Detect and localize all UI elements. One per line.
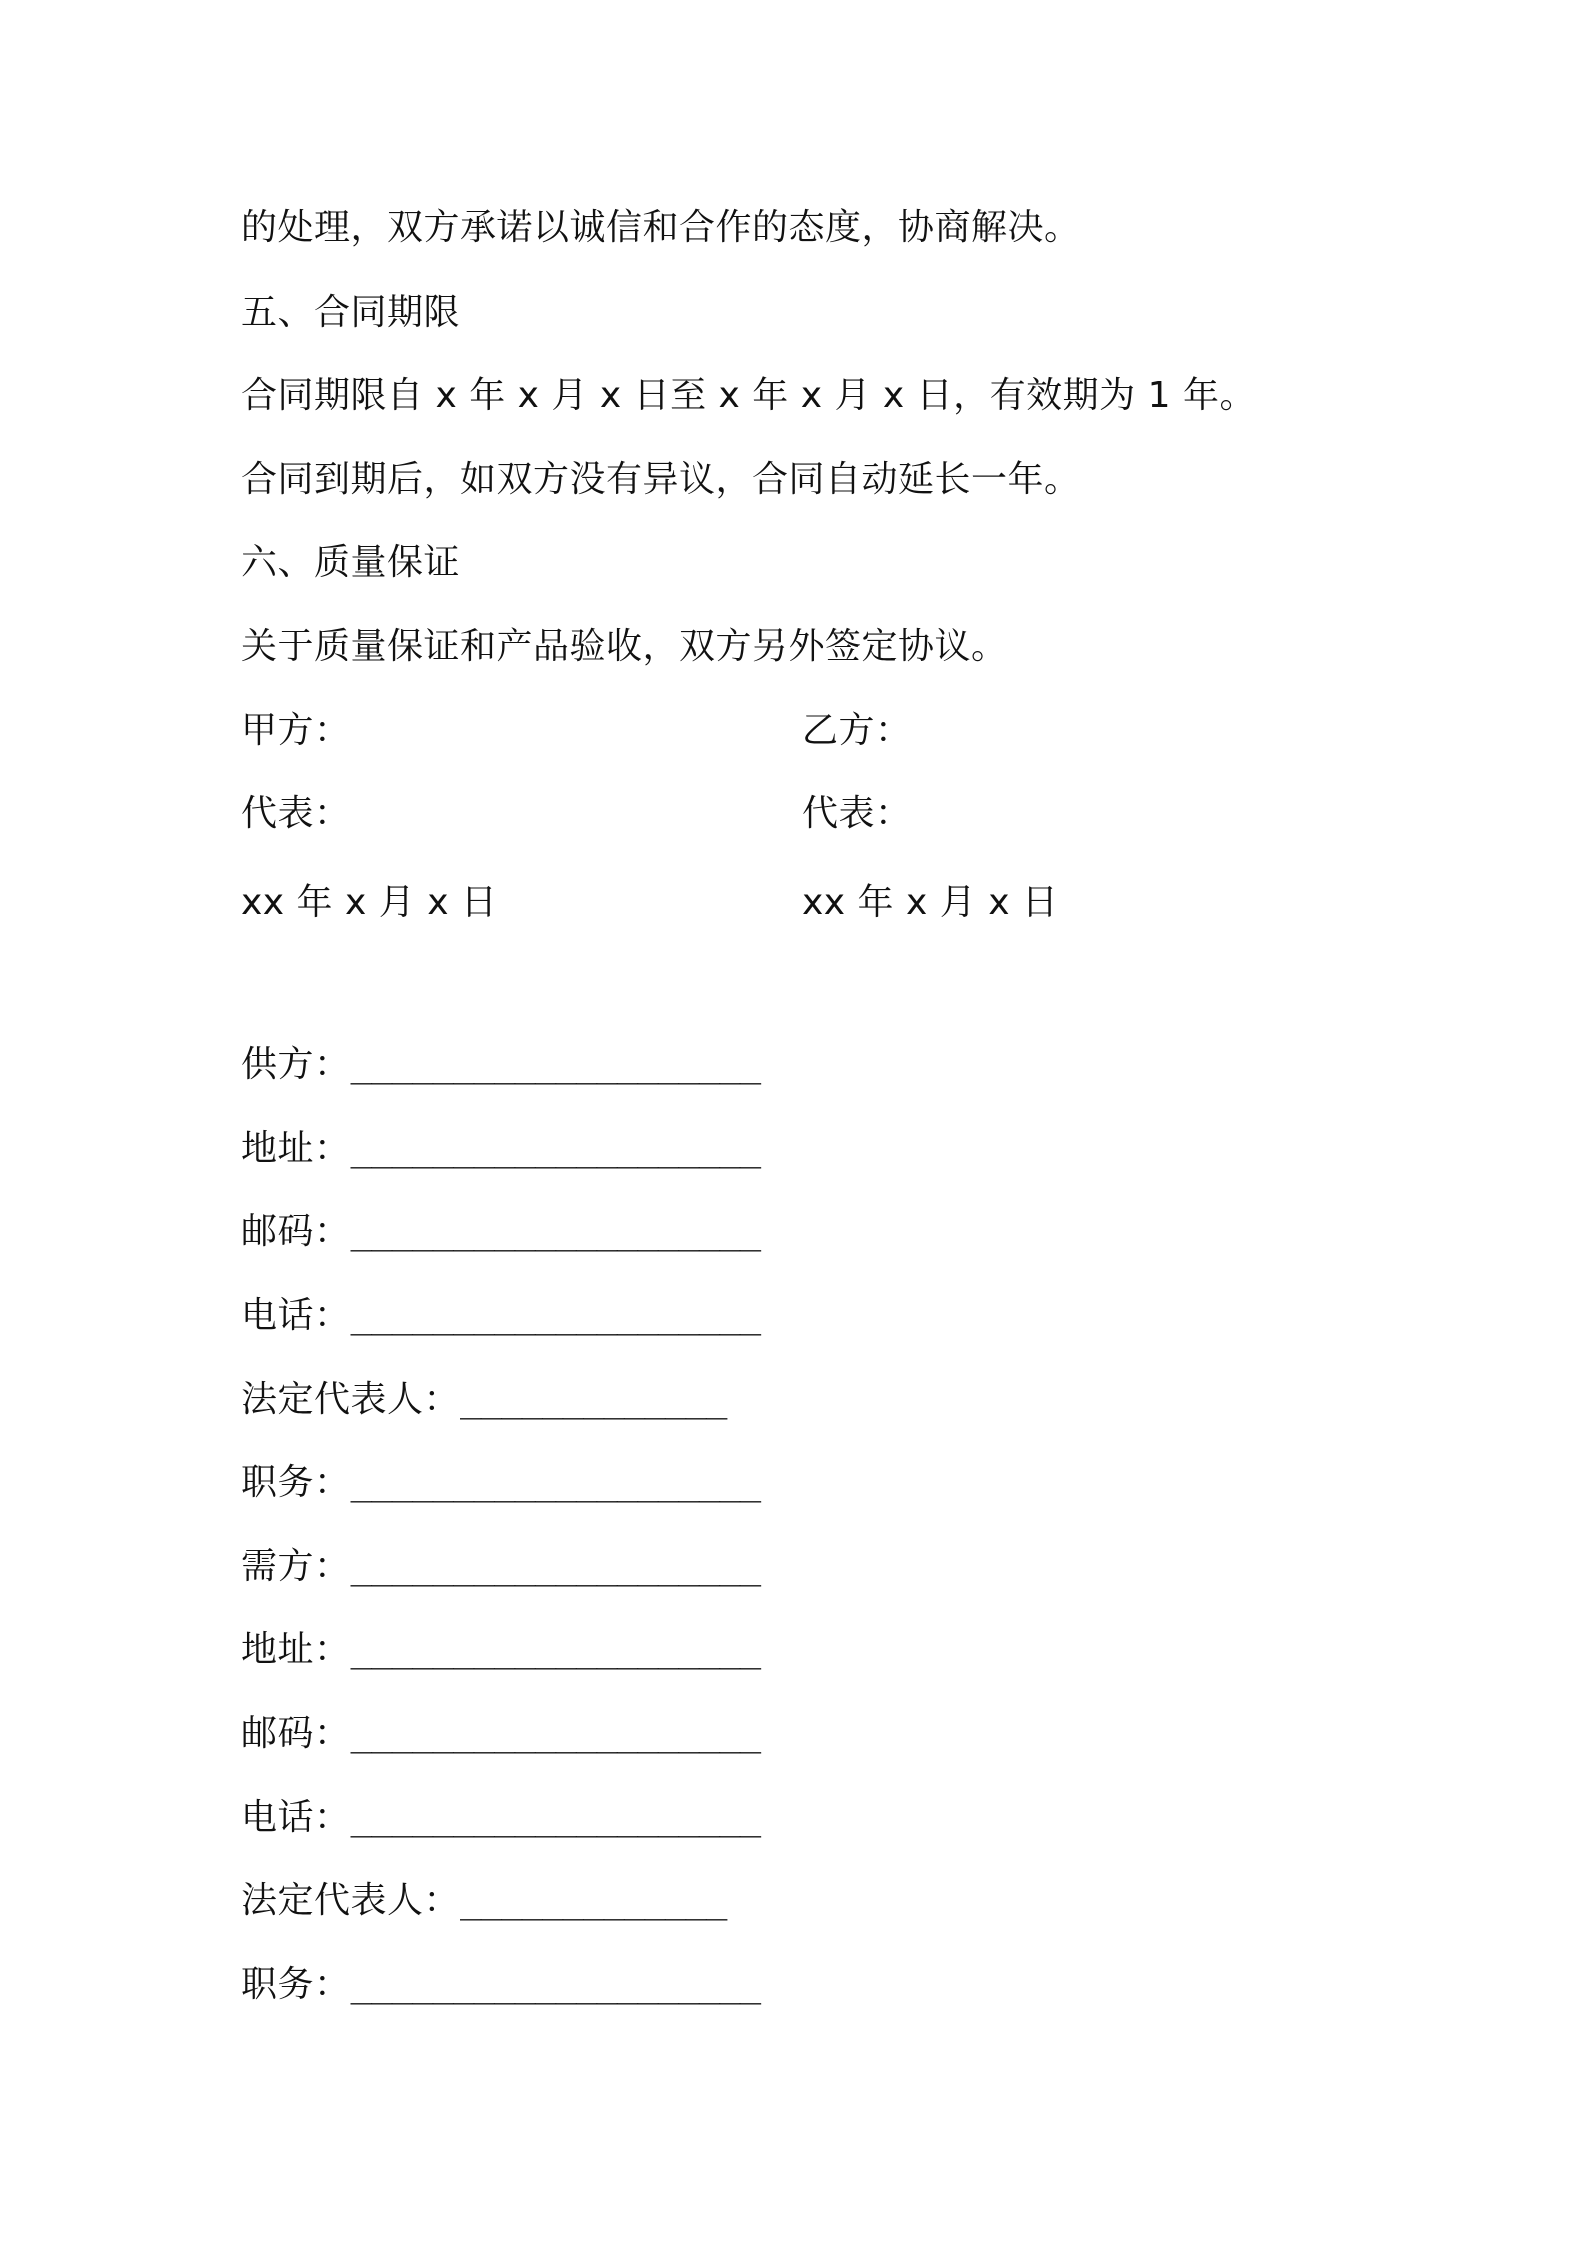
supplier-phone-row bbox=[241, 1292, 760, 1340]
buyer-legal-rep-row bbox=[241, 1877, 726, 1925]
buyer-postcode-label: 邮码： bbox=[241, 1713, 351, 1754]
section-heading-term: 五、合同期限 bbox=[241, 292, 461, 333]
buyer-postcode-blank: ____________________ bbox=[350, 1713, 760, 1754]
paragraph-term: 合同期限自 x 年 x 月 x 日至 x 年 x 月 x 日，有效期为 1 年。 bbox=[241, 375, 1256, 416]
party-b-label: 乙方： bbox=[802, 710, 912, 751]
supplier-legal-rep-blank: _____________ bbox=[460, 1379, 727, 1420]
supplier-position-blank: ____________________ bbox=[350, 1462, 760, 1503]
buyer-address-label: 地址： bbox=[241, 1629, 351, 1670]
buyer-address-row bbox=[241, 1626, 760, 1674]
paragraph-dispute-resolution: 的处理，双方承诺以诚信和合作的态度，协商解决。 bbox=[241, 207, 1081, 248]
paragraph-quality: 关于质量保证和产品验收，双方另外签定协议。 bbox=[241, 626, 1008, 667]
buyer-address-blank: ____________________ bbox=[350, 1629, 760, 1670]
supplier-postcode-row bbox=[241, 1208, 760, 1256]
buyer-name-blank: ____________________ bbox=[350, 1546, 760, 1587]
supplier-postcode-label: 邮码： bbox=[241, 1211, 351, 1252]
buyer-name-label: 需方： bbox=[241, 1546, 351, 1587]
supplier-name-label: 供方： bbox=[241, 1044, 351, 1085]
supplier-phone-blank: ____________________ bbox=[350, 1295, 760, 1336]
buyer-position-blank: ____________________ bbox=[350, 1964, 760, 2005]
paragraph-auto-renewal: 合同到期后，如双方没有异议，合同自动延长一年。 bbox=[241, 459, 1081, 500]
party-b-rep-label: 代表： bbox=[802, 793, 912, 834]
supplier-name-blank: ____________________ bbox=[350, 1044, 760, 1085]
party-a-date: xx 年 x 月 x 日 bbox=[241, 882, 498, 923]
supplier-position-label: 职务： bbox=[241, 1462, 351, 1503]
supplier-postcode-blank: ____________________ bbox=[350, 1211, 760, 1252]
supplier-legal-rep-label: 法定代表人： bbox=[241, 1379, 461, 1420]
party-b-date: xx 年 x 月 x 日 bbox=[802, 882, 1059, 923]
buyer-legal-rep-blank: _____________ bbox=[460, 1880, 727, 1921]
buyer-phone-blank: ____________________ bbox=[350, 1797, 760, 1838]
supplier-position-row bbox=[241, 1459, 760, 1507]
buyer-legal-rep-label: 法定代表人： bbox=[241, 1880, 461, 1921]
section-heading-quality: 六、质量保证 bbox=[241, 542, 461, 583]
supplier-address-label: 地址： bbox=[241, 1128, 351, 1169]
buyer-position-row bbox=[241, 1961, 760, 2009]
supplier-name-row bbox=[241, 1041, 760, 1089]
supplier-address-blank: ____________________ bbox=[350, 1128, 760, 1169]
party-a-label: 甲方： bbox=[241, 710, 351, 751]
buyer-name-row bbox=[241, 1543, 760, 1591]
supplier-legal-rep-row bbox=[241, 1376, 726, 1424]
buyer-postcode-row bbox=[241, 1710, 760, 1758]
party-a-rep-label: 代表： bbox=[241, 793, 351, 834]
supplier-phone-label: 电话： bbox=[241, 1295, 351, 1336]
buyer-phone-label: 电话： bbox=[241, 1797, 351, 1838]
supplier-address-row bbox=[241, 1125, 760, 1173]
buyer-phone-row bbox=[241, 1794, 760, 1842]
buyer-position-label: 职务： bbox=[241, 1964, 351, 2005]
